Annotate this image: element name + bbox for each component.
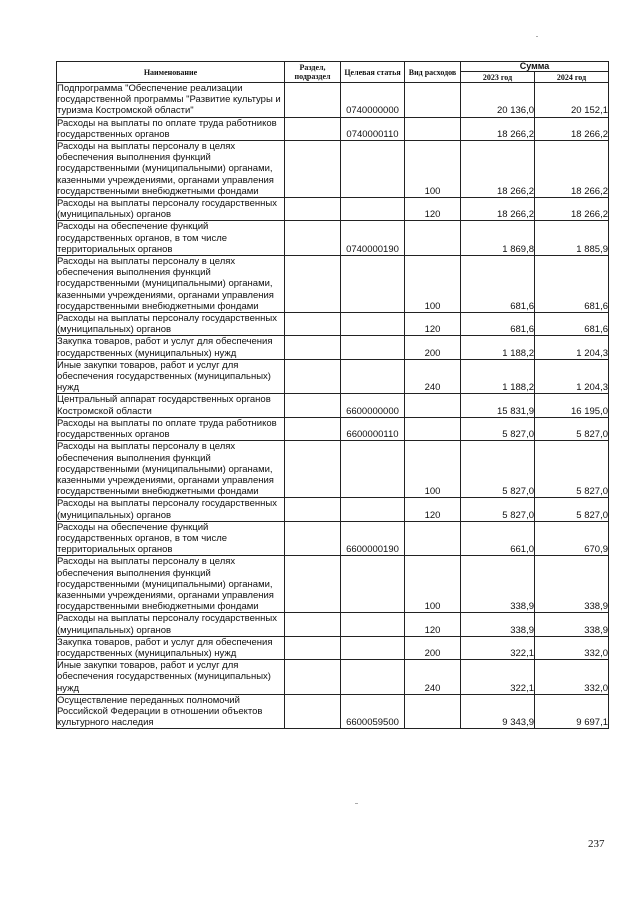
table-row [57,336,609,359]
cell-target [341,441,405,498]
cell-section [285,660,341,695]
cell-type [405,221,461,256]
cell-target: 0740000000 [341,83,405,118]
cell-type [405,694,461,729]
cell-type [405,417,461,440]
cell-section [285,336,341,359]
cell-name: Подпрограмма "Обеспечение реализации государственной программы "Развитие культуры и туризма Костромской области" [57,83,285,118]
cell-type: 120 [405,313,461,336]
table-body [57,83,609,729]
table-row [57,441,609,498]
cell-target [341,636,405,659]
cell-type [405,521,461,556]
cell-type [405,83,461,118]
cell-y2023: 1 869,8 [461,221,535,256]
cell-target [341,498,405,521]
table-row [57,498,609,521]
cell-y2024: 18 266,2 [535,141,609,198]
table-row [57,117,609,140]
table-row [57,636,609,659]
cell-y2024: 18 266,2 [535,198,609,221]
cell-y2024: 9 697,1 [535,694,609,729]
cell-y2024: 20 152,1 [535,83,609,118]
cell-section [285,417,341,440]
cell-y2024: 16 195,0 [535,394,609,417]
cell-name: Центральный аппарат государственных органов Костромской области [57,394,285,417]
cell-y2024: 681,6 [535,256,609,313]
table-row [57,613,609,636]
cell-y2024: 338,9 [535,613,609,636]
cell-target [341,256,405,313]
cell-name: Расходы на выплаты персоналу государственных (муниципальных) органов [57,498,285,521]
cell-target: 6600000000 [341,394,405,417]
table-row [57,521,609,556]
cell-section [285,521,341,556]
table-row [57,417,609,440]
cell-y2024: 670,9 [535,521,609,556]
table-row [57,256,609,313]
cell-name: Иные закупки товаров, работ и услуг для обеспечения государственных (муниципальных) нужд [57,359,285,394]
cell-type: 100 [405,441,461,498]
cell-name: Закупка товаров, работ и услуг для обеспечения государственных (муниципальных) нужд [57,636,285,659]
table-row [57,313,609,336]
header-year-2023: 2023 год [461,72,535,83]
cell-y2023: 20 136,0 [461,83,535,118]
cell-section [285,556,341,613]
cell-y2023: 338,9 [461,613,535,636]
cell-name: Расходы на выплаты по оплате труда работников государственных органов [57,417,285,440]
cell-section [285,694,341,729]
header-name: Наименование [57,62,285,83]
cell-section [285,394,341,417]
cell-y2023: 9 343,9 [461,694,535,729]
header-section: Раздел, подраздел [285,62,341,83]
header-type: Вид расходов [405,62,461,83]
cell-section [285,636,341,659]
cell-y2024: 681,6 [535,313,609,336]
cell-y2024: 18 266,2 [535,117,609,140]
cell-target [341,336,405,359]
cell-y2024: 1 885,9 [535,221,609,256]
table-row [57,359,609,394]
cell-name: Расходы на обеспечение функций государственных органов, в том числе территориальных органов [57,221,285,256]
table-row [57,83,609,118]
cell-target [341,313,405,336]
header-year-2024: 2024 год [535,72,609,83]
cell-target [341,198,405,221]
table-header [57,62,609,83]
table-row [57,141,609,198]
cell-target [341,556,405,613]
cell-name: Расходы на выплаты персоналу государственных (муниципальных) органов [57,613,285,636]
cell-name: Расходы на выплаты персоналу в целях обеспечения выполнения функций государственными (муниципальными) органами, казенными учреждениями, органами управления государственными внебюджетными фондами [57,441,285,498]
cell-name: Расходы на выплаты персоналу в целях обеспечения выполнения функций государственными (муниципальными) органами, казенными учреждениями, органами управления государственными внебюджетными фондами [57,256,285,313]
cell-y2023: 5 827,0 [461,441,535,498]
cell-type: 100 [405,141,461,198]
cell-section [285,141,341,198]
cell-y2023: 5 827,0 [461,498,535,521]
cell-name: Расходы на выплаты персоналу в целях обеспечения выполнения функций государственными (муниципальными) органами, казенными учреждениями, органами управления государственными внебюджетными фондами [57,141,285,198]
cell-y2024: 5 827,0 [535,498,609,521]
table-row [57,694,609,729]
cell-y2024: 5 827,0 [535,417,609,440]
cell-target [341,613,405,636]
header-target: Целевая статья [341,62,405,83]
cell-section [285,256,341,313]
table-row [57,556,609,613]
table-row [57,660,609,695]
cell-target: 6600000190 [341,521,405,556]
cell-type: 200 [405,336,461,359]
cell-y2023: 18 266,2 [461,198,535,221]
cell-section [285,441,341,498]
cell-type: 240 [405,359,461,394]
cell-section [285,83,341,118]
cell-type [405,117,461,140]
cell-section [285,613,341,636]
cell-type: 200 [405,636,461,659]
cell-y2023: 338,9 [461,556,535,613]
cell-y2023: 1 188,2 [461,336,535,359]
cell-section [285,313,341,336]
cell-type: 120 [405,613,461,636]
cell-y2023: 322,1 [461,660,535,695]
cell-type [405,394,461,417]
cell-y2023: 681,6 [461,256,535,313]
cell-type: 240 [405,660,461,695]
cell-target [341,141,405,198]
cell-y2024: 5 827,0 [535,441,609,498]
cell-name: Расходы на выплаты по оплате труда работников государственных органов [57,117,285,140]
cell-target: 6600000110 [341,417,405,440]
cell-y2024: 332,0 [535,636,609,659]
cell-y2024: 1 204,3 [535,359,609,394]
cell-name: Расходы на обеспечение функций государственных органов, в том числе территориальных органов [57,521,285,556]
budget-table [56,61,609,729]
cell-name: Иные закупки товаров, работ и услуг для обеспечения государственных (муниципальных) нужд [57,660,285,695]
cell-y2023: 5 827,0 [461,417,535,440]
cell-name: Расходы на выплаты персоналу в целях обеспечения выполнения функций государственными (муниципальными) органами, казенными учреждениями, органами управления государственными внебюджетными фондами [57,556,285,613]
cell-target: 0740000110 [341,117,405,140]
cell-type: 100 [405,256,461,313]
cell-name: Осуществление переданных полномочий Российской Федерации в отношении объектов культурного наследия [57,694,285,729]
cell-y2023: 681,6 [461,313,535,336]
cell-y2023: 1 188,2 [461,359,535,394]
cell-y2023: 18 266,2 [461,141,535,198]
cell-section [285,198,341,221]
cell-target [341,359,405,394]
cell-target: 6600059500 [341,694,405,729]
cell-target [341,660,405,695]
cell-y2023: 661,0 [461,521,535,556]
page-number: 237 [588,838,605,850]
cell-target: 0740000190 [341,221,405,256]
cell-y2024: 332,0 [535,660,609,695]
cell-type: 120 [405,498,461,521]
cell-y2024: 1 204,3 [535,336,609,359]
cell-type: 100 [405,556,461,613]
cell-type: 120 [405,198,461,221]
cell-name: Расходы на выплаты персоналу государственных (муниципальных) органов [57,198,285,221]
table-row [57,394,609,417]
cell-name: Расходы на выплаты персоналу государственных (муниципальных) органов [57,313,285,336]
table-row [57,221,609,256]
cell-name: Закупка товаров, работ и услуг для обеспечения государственных (муниципальных) нужд [57,336,285,359]
cell-section [285,359,341,394]
cell-section [285,221,341,256]
cell-y2023: 18 266,2 [461,117,535,140]
cell-y2023: 322,1 [461,636,535,659]
cell-section [285,117,341,140]
table-row [57,198,609,221]
cell-section [285,498,341,521]
cell-y2024: 338,9 [535,556,609,613]
header-sum: Сумма [461,62,609,72]
cell-y2023: 15 831,9 [461,394,535,417]
